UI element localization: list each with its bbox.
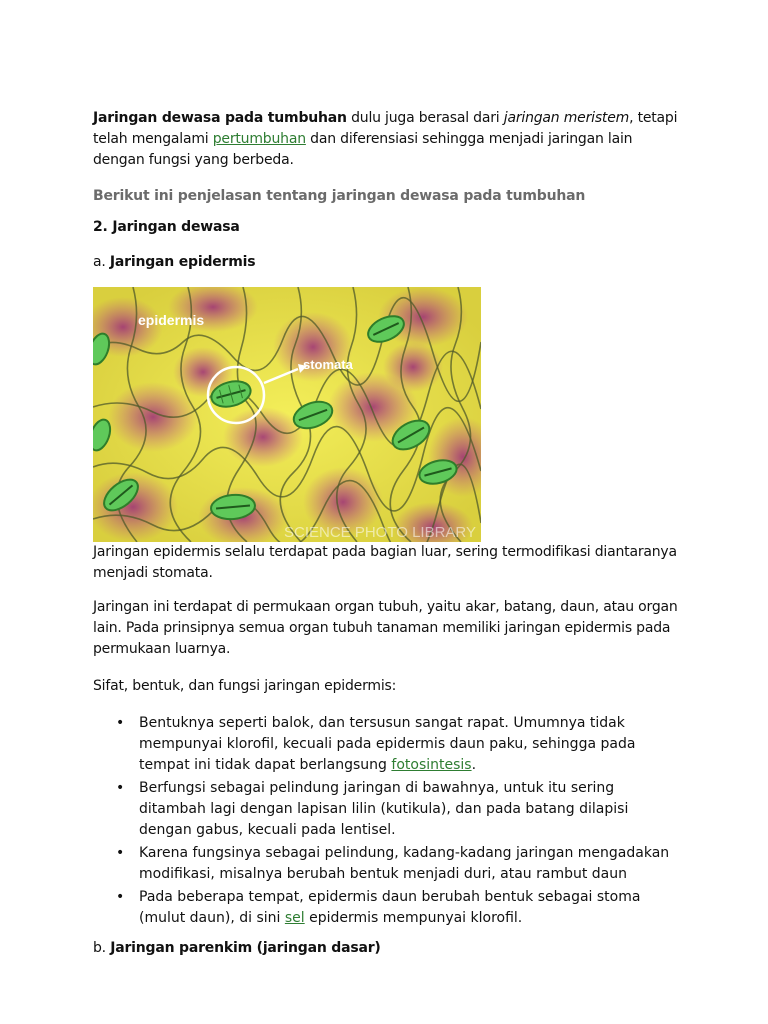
- subsection-b-title: [93, 938, 683, 959]
- epidermis-properties-list: [93, 713, 683, 931]
- intro-paragraph: [93, 108, 683, 171]
- list-item-4-end: epidermis mempunyai klorofil.: [304, 910, 523, 926]
- list-item: [93, 713, 683, 776]
- list-item: [93, 778, 683, 841]
- intro-italic-term: jaringan meristem: [503, 110, 630, 126]
- subsection-a-title: [93, 252, 683, 273]
- link-sel[interactable]: sel: [284, 910, 305, 926]
- intro-text-1: dulu juga berasal dari: [346, 110, 504, 126]
- list-item-3-text: Karena fungsinya sebagai pelindung, kadang-kadang jaringan mengadakan modifikasi, misalnya berubah bentuk menjadi duri, atau rambut daun: [139, 845, 670, 882]
- list-item-1-text: Bentuknya seperti balok, dan tersusun sangat rapat. Umumnya tidak mempunyai klorofil, kecuali pada epidermis daun paku, sehingga pada tempat ini tidak dapat berlangsung: [139, 715, 636, 773]
- subsection-a-label: Jaringan epidermis: [109, 254, 256, 270]
- subsection-b-label: Jaringan parenkim (jaringan dasar): [110, 940, 381, 956]
- bullet: •: [116, 780, 125, 796]
- subsection-a-prefix: a.: [93, 254, 110, 270]
- list-item-4-text: Pada beberapa tempat, epidermis daun berubah bentuk sebagai stoma (mulut daun), di sini: [139, 889, 641, 926]
- paragraph-3: Sifat, bentuk, dan fungsi jaringan epidermis:: [93, 678, 397, 694]
- label-epidermis: epidermis: [138, 312, 205, 328]
- intro-text-2: , tetapi telah mengalami: [93, 110, 678, 147]
- subheading: Berikut ini penjelasan tentang jaringan dewasa pada tumbuhan: [93, 188, 586, 204]
- intro-text-3: dan diferensiasi sehingga menjadi jaringan lain dengan fungsi yang berbeda.: [93, 131, 633, 168]
- list-item-2-text: Berfungsi sebagai pelindung jaringan di bawahnya, untuk itu sering ditambah lagi dengan lapisan lilin (kutikula), dan pada batang dilapisi dengan gabus, kecuali pada lentisel.: [139, 780, 629, 838]
- bullet: •: [116, 715, 125, 731]
- bullet: •: [116, 889, 125, 905]
- bullet: •: [116, 845, 125, 861]
- micrograph-svg: [93, 287, 481, 542]
- section-title: 2. Jaringan dewasa: [93, 219, 240, 235]
- paragraph-1: Jaringan epidermis selalu terdapat pada bagian luar, sering termodifikasi diantaranya menjadi stomata.: [93, 544, 677, 581]
- paragraph-2: Jaringan ini terdapat di permukaan organ tubuh, yaitu akar, batang, daun, atau organ lain. Pada prinsipnya semua organ tubuh tanaman memiliki jaringan epidermis pada permukaan luarnya.: [93, 599, 678, 657]
- list-item: [93, 887, 683, 929]
- list-item: [93, 843, 683, 885]
- label-stomata: stomata: [303, 357, 353, 372]
- link-pertumbuhan[interactable]: pertumbuhan: [212, 131, 306, 147]
- watermark: SCIENCE PHOTO LIBRARY: [284, 524, 476, 541]
- epidermis-micrograph: [93, 287, 481, 542]
- intro-bold-lead: Jaringan dewasa pada tumbuhan: [93, 110, 347, 126]
- list-item-1-end: .: [471, 757, 477, 773]
- subsection-b-prefix: b.: [93, 940, 111, 956]
- link-fotosintesis[interactable]: fotosintesis: [391, 757, 472, 773]
